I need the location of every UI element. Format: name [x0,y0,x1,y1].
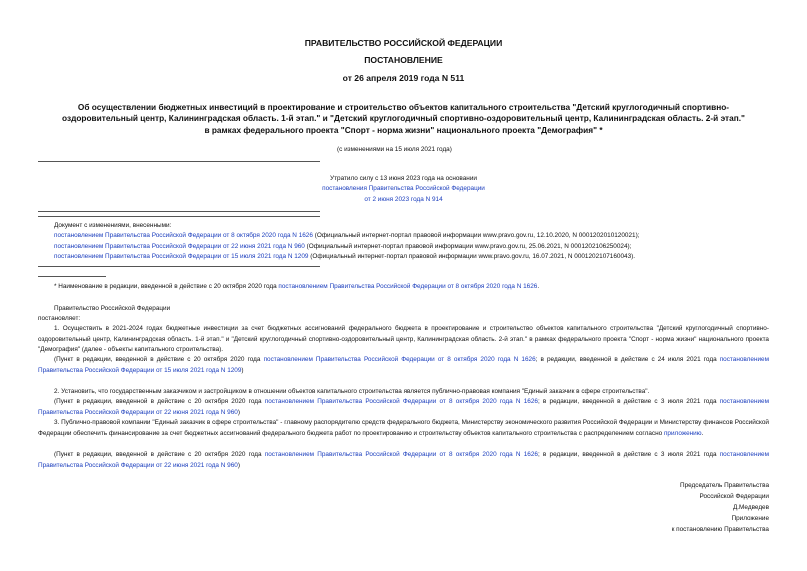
change-link[interactable]: постановлением Правительства Российской Федерации от 22 июня 2021 года N 960 [54,242,305,250]
paragraph-3-note: (Пункт в редакции, введенной в действие с 20 октября 2020 года постановлением Правительства Российской Федерации от 8 октября 2020 года N 1626; в редакции, введенной в действие с 3 июля 2021 года постановлением Правительства Российской Федерации от 22 июня 2021 года N 960) [38,451,769,469]
appendix-reference: к постановлению Правительства [671,526,769,533]
date-number: от 26 апреля 2019 года N 511 [342,73,465,83]
signature-role-2: Российской Федерации [699,493,769,500]
divider [38,216,320,217]
list-item: постановлением Правительства Российской Федерации от 22 июня 2021 года N 960 (Официальный интернет-портал правовой информации www.pravo.gov.ru, 25.06.2021, N 0001202106250024); [54,242,632,250]
changes-intro: Документ с изменениями, внесенными: [54,222,172,229]
footnote-divider [38,276,106,277]
paragraph-2: 2. Установить, что государственным заказчиком и застройщиком в отношении объектов капитального строительства является публично-правовая компания "Единый заказчик в сфере строительства". [54,388,650,395]
title-line-3: в рамках федерального проекта "Спорт - норма жизни" национального проекта "Демография" * [204,124,603,135]
expired-notice [0,174,807,205]
amendment-link[interactable]: постановлением Правительства Российской Федерации от 8 октября 2020 года N 1626 [263,356,536,363]
amendments-note: (с изменениями на 15 июля 2021 года) [337,146,452,153]
government-heading: ПРАВИТЕЛЬСТВО РОССИЙСКОЙ ФЕДЕРАЦИИ [304,38,503,48]
amendment-link[interactable]: постановлением Правительства Российской Федерации от 8 октября 2020 года N 1626 [264,398,538,405]
signature-role-1: Председатель Правительства [680,482,769,489]
amendment-link[interactable]: постановлением Правительства Российской Федерации от 15 июля 2021 года N 1209 [38,356,769,374]
body-decides: постановляет: [38,315,81,322]
paragraph-2-note: (Пункт в редакции, введенной в действие с 20 октября 2020 года постановлением Правительства Российской Федерации от 8 октября 2020 года N 1626; в редакции, введенной в действие с 3 июля 2021 года постановлением Правительства Российской Федерации от 22 июня 2021 года N 960) [38,398,769,416]
divider [38,266,320,267]
divider [38,211,320,212]
paragraph-1-note: (Пункт в редакции, введенной в действие с 20 октября 2020 года постановлением Правительства Российской Федерации от 8 октября 2020 года N 1626; в редакции, введенной в действие с 24 июля 2021 года постановлением Правительства Российской Федерации от 15 июля 2021 года N 1209) [38,356,769,374]
list-item: постановлением Правительства Российской Федерации от 8 октября 2020 года N 1626 (Официальный интернет-портал правовой информации www.pravo.gov.ru, 12.10.2020, N 0001202010120021); [54,232,640,240]
body-government: Правительство Российской Федерации [54,305,171,312]
paragraph-3: 3. Публично-правовой компании "Единый заказчик в сфере строительства" - главному распорядителю средств федерального бюджета, Министерству экономического развития Российской Федерации и Министерству финансов Российской Федерации обеспечить финансирование за счет бюджетных ассигнований федерального бюджета работ по проектированию и строительству объектов капитального строительства с распределением согласно приложению. [38,419,769,437]
document-type: ПОСТАНОВЛЕНИЕ [364,55,443,65]
expired-link-1[interactable]: постановления Правительства Российской Федерации [322,185,485,193]
title-line-1: Об осуществлении бюджетных инвестиций в проектирование и строительство объектов капитального строительства "Детский круглогодичный спортивно- [77,102,730,112]
list-item: постановлением Правительства Российской Федерации от 15 июля 2021 года N 1209 (Официальный интернет-портал правовой информации www.pravo.gov.ru, 16.07.2021, N 0001202107160043). [54,253,636,261]
amendment-link[interactable]: постановлением Правительства Российской Федерации от 22 июня 2021 года N 960 [38,398,769,416]
change-link[interactable]: постановлением Правительства Российской Федерации от 15 июля 2021 года N 1209 [54,253,309,261]
document-title [0,102,807,136]
title-line-2: оздоровительный центр, Калининградская область. 1-й этап." и "Детский круглогодичный спортивно-оздоровительный центр, Калининградская область. 2-й этап." [62,113,745,124]
signature-name: Д.Медведев [732,504,769,511]
amendment-link[interactable]: постановлением Правительства Российской Федерации от 22 июня 2021 года N 960 [38,451,769,469]
footnote-link[interactable]: постановлением Правительства Российской Федерации от 8 октября 2020 года N 1626 [278,283,538,290]
divider [38,161,320,162]
expired-link-2[interactable]: от 2 июня 2023 года N 914 [364,195,443,203]
paragraph-1: 1. Осуществить в 2021-2024 годах бюджетные инвестиции за счет бюджетных ассигнований федерального бюджета в проектирование и строительство объектов капитального строительства "Детский круглогодичный спортивно-оздоровительный центр, Калининградская область. 1-й этап." и "Детский круглогодичный спортивно-оздоровительный центр, Калининградская область. 2-й этап." в рамках федерального проекта "Спорт - норма жизни" национального проекта "Демография" (далее - объекты капитального строительства). [38,325,769,354]
footnote: * Наименование в редакции, введенной в действие с 20 октября 2020 года постановлением Правительства Российской Федерации от 8 октября 2020 года N 1626. [54,283,540,290]
appendix-link[interactable]: приложению [663,429,702,437]
change-link[interactable]: постановлением Правительства Российской Федерации от 8 октября 2020 года N 1626 [54,232,313,240]
expired-text: Утратило силу с 13 июня 2023 года на основании [330,175,477,182]
changes-list [54,221,640,263]
appendix-heading: Приложение [731,515,769,522]
amendment-link[interactable]: постановлением Правительства Российской Федерации от 8 октября 2020 года N 1626 [264,451,538,458]
